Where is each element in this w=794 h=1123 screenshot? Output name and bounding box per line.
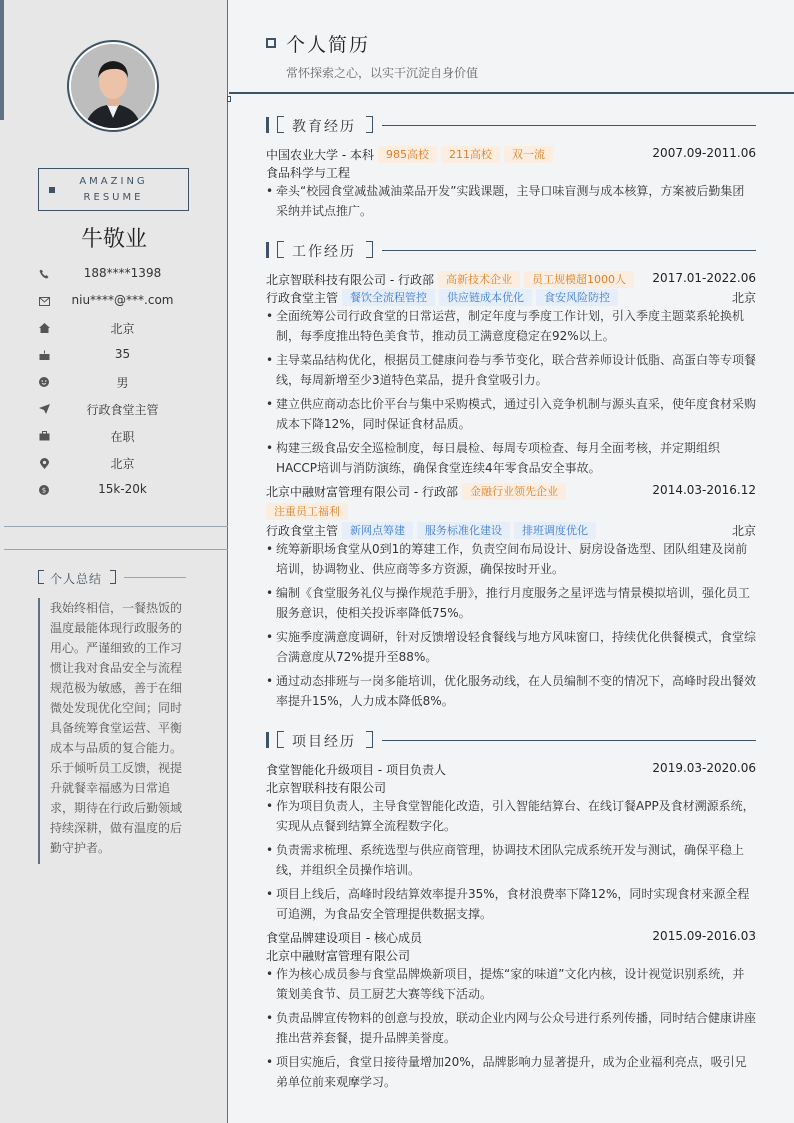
job-role-row [266, 289, 756, 307]
bullet-item: • 通过动态排班与一岗多能培训，优化服务动线，在人员编制不变的情况下，高峰时段出餐效率提升15%，人力成本降低8%。 [266, 671, 756, 711]
avatar-frame [67, 40, 159, 132]
tag: 高新技术企业 [438, 271, 520, 288]
info-phone [0, 262, 228, 289]
info-position [0, 397, 228, 424]
bracket-left-icon [277, 116, 284, 133]
info-value: 在职 [110, 430, 135, 444]
bullet-item: • 实施季度满意度调研，针对反馈增设轻食餐线与地方风味窗口，持续优化供餐模式，食堂综合满意度从72%提升至88%。 [266, 627, 756, 667]
badge-line-2: RESUME [83, 192, 144, 203]
company-name: 北京智联科技有限公司 - 行政部 [266, 273, 434, 287]
info-email [0, 289, 228, 316]
project-name: 食堂品牌建设项目 - 核心成员 [266, 931, 422, 945]
project-org: 北京中融财富管理有限公司 [266, 949, 411, 963]
summary-title: 个人总结 [50, 572, 103, 586]
info-city [0, 451, 228, 478]
page-subtitle: 常怀探索之心，以实干沉淀自身价值 [286, 66, 479, 80]
sidebar-divider [4, 549, 228, 550]
bullet-item: • 作为项目负责人，主导食堂智能化改造，引入智能结算台、在线订餐APP及食材溯源系统，实现从点餐到结算全流程数字化。 [266, 796, 756, 836]
info-gender [0, 370, 228, 397]
tag: 餐饮全流程管控 [342, 289, 435, 306]
sidebar-divider [4, 526, 228, 527]
page-title: 个人简历 [286, 34, 371, 56]
title-rule [229, 92, 794, 94]
section-rule [382, 740, 756, 741]
section-bar [266, 117, 269, 133]
sidebar [0, 0, 228, 1123]
section-title: 工作经历 [292, 244, 356, 260]
info-age [0, 343, 228, 370]
summary-header [38, 570, 188, 586]
bracket-right-icon [110, 570, 116, 584]
tag: 双一流 [504, 146, 553, 163]
tag: 服务标准化建设 [417, 522, 510, 539]
tag: 食安风险防控 [536, 289, 618, 306]
section-bar [266, 242, 269, 258]
info-home [0, 316, 228, 343]
bullet-item: • 负责品牌宣传物料的创意与投放，联动企业内网与公众号进行系列传播，同时结合健康讲座推出营养套餐，提升品牌美誉度。 [266, 1008, 756, 1048]
bullet-item: • 建立供应商动态比价平台与集中采购模式，通过引入竞争机制与源头直采，使年度食材采购成本下降12%，同时保证食材品质。 [266, 394, 756, 434]
info-status [0, 424, 228, 451]
section-title: 教育经历 [292, 119, 356, 135]
bracket-right-icon [366, 241, 373, 258]
bullet-item: • 作为核心成员参与食堂品牌焕新项目，提炼“家的味道”文化内核，设计视觉识别系统，并策划美食节、员工厨艺大赛等线下活动。 [266, 964, 756, 1004]
project-name-row [266, 761, 756, 779]
bullet-item: • 项目上线后，高峰时段结算效率提升35%，食材浪费率下降12%，同时实现食材来源全程可追溯，为食品安全管理提供数据支撑。 [266, 884, 756, 924]
main-content [229, 0, 794, 1123]
bullet-item: • 统筹新职场食堂从0到1的筹建工作，负责空间布局设计、厨房设备选型、团队组建及岗前培训，协调物业、供应商等多方资源，确保按时开业。 [266, 539, 756, 579]
contact-info-list [0, 262, 228, 505]
bullet-item: • 全面统筹公司行政食堂的日常运营，制定年度与季度工作计划，引入季度主题菜系轮换机制，每季度推出特色美食节，推动员工满意度稳定在92%以上。 [266, 306, 756, 346]
bracket-left-icon [277, 241, 284, 258]
section-header-work [266, 241, 756, 259]
school-name: 中国农业大学 - 本科 [266, 148, 374, 162]
education-school-row [266, 146, 756, 164]
bullet-item: • 负责需求梳理、系统选型与供应商管理，协调技术团队完成系统开发与测试，确保平稳上线，并组织全员操作培训。 [266, 840, 756, 880]
tag: 金融行业领先企业 [462, 483, 566, 500]
project-name-row [266, 929, 756, 947]
info-value: 15k-20k [98, 482, 147, 496]
info-salary [0, 478, 228, 505]
job-role: 行政食堂主管 [266, 291, 339, 305]
job-company-row [266, 271, 756, 289]
info-value: 188****1398 [83, 266, 162, 280]
bracket-right-icon [366, 731, 373, 748]
job-city: 北京 [731, 291, 756, 305]
bullet-item: • 构建三级食品安全巡检制度，每日晨检、每周专项检查、每月全面考核，并定期组织HACCP培训与消防演练，确保食堂连续4年零食品安全事故。 [266, 438, 756, 478]
bullet-item: • 编制《食堂服务礼仪与操作规范手册》，推行月度服务之星评选与情景模拟培训，强化员工服务意识，使相关投诉率降低75%。 [266, 583, 756, 623]
bracket-left-icon [38, 570, 44, 584]
info-value: 行政食堂主管 [86, 403, 159, 417]
section-rule [382, 125, 756, 126]
rule-marker [227, 96, 231, 102]
tag: 985高校 [378, 146, 437, 163]
job-city: 北京 [731, 524, 756, 538]
job-company-row [266, 483, 756, 501]
section-rule [382, 250, 756, 251]
tag: 供应链成本优化 [439, 289, 532, 306]
info-value: 北京 [110, 457, 135, 471]
company-name: 北京中融财富管理有限公司 - 行政部 [266, 485, 458, 499]
badge-square-icon [49, 187, 55, 193]
job-role-row [266, 522, 756, 540]
bracket-left-icon [277, 731, 284, 748]
tag: 211高校 [441, 146, 500, 163]
bracket-right-icon [366, 116, 373, 133]
job-date: 2017.01-2022.06 [652, 271, 756, 285]
project-date: 2019.03-2020.06 [652, 761, 756, 775]
education-major: 食品科学与工程 [266, 166, 351, 180]
info-value: 男 [116, 376, 129, 390]
job-company-tag-row [262, 503, 752, 521]
info-value: 北京 [110, 322, 135, 336]
amazing-resume-badge [38, 168, 189, 211]
bullet-item: • 项目实施后，食堂日接待量增加20%，品牌影响力显著提升，成为企业福利亮点，吸引兄弟单位前来观摩学习。 [266, 1052, 756, 1092]
badge-line-1: AMAZING [79, 176, 148, 187]
section-header-education [266, 116, 756, 134]
tag: 新网点筹建 [342, 522, 413, 539]
section-title: 项目经历 [292, 734, 356, 750]
job-date: 2014.03-2016.12 [652, 483, 756, 497]
tag: 员工规模超1000人 [524, 271, 634, 288]
title-square-icon [266, 38, 276, 48]
info-value: 35 [114, 347, 131, 361]
bullet-item: • 主导菜品结构优化，根据员工健康问卷与季节变化，联合营养师设计低脂、高蛋白等专项餐线，每周新增至少3道特色菜品，提升食堂吸引力。 [266, 350, 756, 390]
project-date: 2015.09-2016.03 [652, 929, 756, 943]
education-date: 2007.09-2011.06 [652, 146, 756, 160]
job-role: 行政食堂主管 [266, 524, 339, 538]
info-value: niu****@***.com [71, 293, 174, 307]
avatar-photo-icon [71, 44, 155, 128]
svg-text:$: $ [41, 486, 47, 495]
avatar [71, 44, 155, 128]
project-org: 北京智联科技有限公司 [266, 781, 387, 795]
summary-text: 我始终相信，一餐热饭的温度最能体现行政服务的用心。严谨细致的工作习惯让我对食品安全与流程规范极为敏感，善于在细微处发现优化空间；同时具备统筹食堂运营、平衡成本与品质的复合能力。乐于倾听员工反馈，视提升就餐幸福感为日常追求，期待在行政后勤领域持续深耕，做有温度的后勤守护者。 [38, 598, 186, 864]
section-bar [266, 732, 269, 748]
tag: 排班调度优化 [514, 522, 596, 539]
bullet-item: • 牵头“校园食堂减盐减油菜品开发”实践课题，主导口味盲测与成本核算，方案被后勤集团采纳并试点推广。 [266, 181, 756, 221]
section-header-projects [266, 731, 756, 749]
candidate-name: 牛敬业 [80, 227, 147, 252]
tag: 注重员工福利 [266, 503, 348, 520]
edge-strip [0, 0, 4, 120]
summary-rule [124, 577, 186, 578]
project-name: 食堂智能化升级项目 - 项目负责人 [266, 763, 446, 777]
